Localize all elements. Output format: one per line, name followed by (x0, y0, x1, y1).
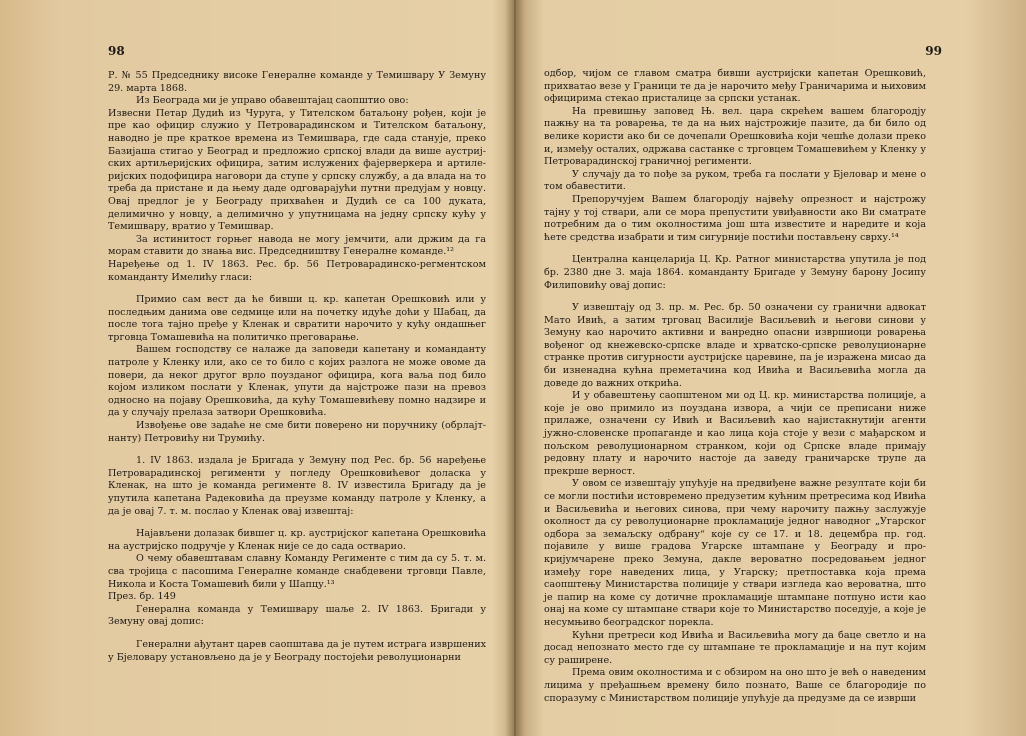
paragraph: Према овим околностима и с обзиром на оно што је већ о наведеним лицима у пређашњем времену било познато, Ваше се благородије по споразуму с Министарством полиције упућује да предузме да се изврши (544, 667, 926, 704)
right-page (514, 0, 1026, 736)
paragraph: У овом се извештају упућује на предвиђене важне резултате који би се могли постићи истовремено предузетим кућним претресима код Ивића и Васиљевића и његових синова, при чему нарочиту пажњу заслужује околност да су револуционарне прокламације једног наводног „Угарског одбора за земаљску одбрану“ које су се 17. и 18. децембра пр. год. појавиле у више градова Угарске штампане у Београду и про-кријумчарене преко Земуна, дакле вероватно посредовањем једног између горе наведених лица, у Угарску; претпоставка која према саопштењу Министарства полиције у ствари изгледа као вероватна, што је папир на коме су дотичне прокламације штампане потпуно исти као онај на коме су штампане ствари које то Министарство поседује, а које је несумњиво београдског порекла. (544, 478, 926, 628)
paragraph: Извесни Петар Дудић из Чуруга, у Тителском батаљону рођен, који је пре као официр служио у Петроварадинском и Тителском батаљону, наводно је пре краткое времена из Темишвара, где сада станује, преко Базијаша стигао у Београд и предложио српској влади да више аустриј-ских артиљеријских официра, затим ислужених фајерверкера и артиле-ријских подофицира наговори да ступе у српску службу, а да влада на то треба да пристане и да њему даде одговарајући путни предујам у новцу. Овај предлог је у Београду прихваћен и Дудић се са 100 дуката, делимично у новцу, а делимично у упутницама на једну српску кућу у Темишвару, вратио у Темишвар. (108, 107, 486, 233)
paragraph: Примио сам вест да ће бивши ц. кр. капетан Орешковић или у последњим данима ове седмице или на почетку идуће доћи у Шабац, да после тога тајно пређе у Кленак и свратити нарочито у кућу ондашњег трговца Томашевића на политичко преговарање. (108, 294, 486, 343)
paragraph: Р. № 55 Председнику високе Генералне команде у Темишвару У Земуну 29. марта 1868. (108, 70, 486, 94)
paragraph: Препоручујем Вашем благородју највећу опрезност и најстрожу тајну у тој ствари, али се мора препустити увиђавности ако Ви сматрате потребним да о тим околностима још шта известите и наредите и која ћете средства изабрати и тим сигурније постићи постављену сврху.¹⁴ (544, 193, 926, 243)
paragraph: Генерална команда у Темишвару шаље 2. IV 1863. Бригади у Земуну овај допис: (108, 603, 486, 628)
paragraph: Најављени долазак бившег ц. кр. аустријског капетана Орешковића на аустријско подручје у Кленак није се до сада остварио. (108, 528, 486, 552)
paragraph: И у обавештењу саопштеном ми од Ц. кр. министарства полиције, а које је ово примило из поуздана извора, а чији се преписани ниже прилаже, означени су Ивић и Васиљевић као најистакнутији агенти јужно-словенске пропаганде и као лица која стоје у вези с мађарском и пољском револуционарном странком, који од Српске владе примају редовну плату и нарочито настоје да заведу граничарске трупе да прекрше верност. (544, 390, 926, 477)
paragraph: За истинитост горњег навода не могу јемчити, али држим да га морам ставити до знања вис. Председништву Генералне команде.¹² (108, 233, 486, 258)
paragraph: Кућни претреси код Ивића и Васиљевића могу да баце светло и на досад непознато место где су штампане те прокламације и на пут којим су раширене. (544, 629, 926, 666)
paragraph: Вашем господству се налаже да заповеди капетану и команданту патроле у Кленку или, ако се то било с којих разлога не може овоме да повери, да неког другог врло поузданог официра, кога ваља под било којом изликом послати у Кленак, упути да најстроже пази на превоз односно на појаву Орешковића, да кућу Томашевићеву помно надзире и да у случају прелаза затвори Орешковића. (108, 344, 486, 419)
paragraph: През. бр. 149 (108, 591, 176, 603)
left-page-text (108, 70, 486, 664)
paragraph: Централна канцеларија Ц. Кр. Ратног министарства упутила је под бр. 2380 дне 3. маја 1864. команданту Бригаде у Земуну барону Јосипу Филиповићу овај допис: (544, 254, 926, 291)
paragraph: Извођење ове задаће не сме бити поверено ни поручнику (обрлајт-нанту) Петровићу ни Трумићу. (108, 420, 486, 444)
paragraph: У извештају од 3. пр. м. Рес. бр. 50 означени су гранични адвокат Мато Ивић, а затим трговац Василије Васиљевић и његови синови у Земуну као нарочито активни и ванредно опасни извршиоци роварења вођеног од кнежевско-српске владе и хрватско-српске револуционарне странке против сигурности аустријске царевине, па је изражена мисао да би изненадна кућна преметачина код Ивића и Васиљевића могла да доведе до важних открића. (544, 302, 926, 389)
right-page-text (544, 68, 926, 705)
paragraph: Генерални ађутант царев саопштава да је путем истрага извршених у Бјеловару установљено да је у Београду постојећи револуционарни (108, 638, 486, 663)
paragraph: О чему обавештавам славну Команду Регименте с тим да су 5. т. м. сва тројица с пасошима Генералне команде снабдевени трговци Павле, Никола и Коста Томашевић били у Шапцу.¹³ (108, 553, 486, 590)
paragraph: У случају да то пође за руком, треба га послати у Бјеловар и мене о том обавестити. (544, 168, 926, 193)
paragraph: Наређење од 1. IV 1863. Рес. бр. 56 Петроварадинско-регментском команданту Имелићу гласи: (108, 258, 486, 283)
page-number-left: 98 (108, 44, 125, 58)
page-number-right: 99 (925, 44, 942, 58)
paragraph: одбор, чијом се главом сматра бивши аустријски капетан Орешковић, прихватао везе у Граници те да је нарочито међу Граничарима и њиховим официрима стекао присталице за српски устанак. (544, 68, 926, 105)
paragraph: На превишњу заповед Њ. вел. цара скрећем вашем благородју пажњу на та роварења, те да на њих најстрожије пазите, да би било од велике користи ако би се дочепали Орешковића који чешће долази преко и, између осталих, одржава састанке с трговцем Томашевићем у Кленку у Петроварадинској граничној регименти. (544, 105, 926, 168)
paragraph: 1. IV 1863. издала је Бригада у Земуну под Рес. бр. 56 наређење Петроварадинској регименти у погледу Орешковићевог доласка у Кленак, на што је команда регименте 8. IV известила Бригаду да је упутила капетана Радековића да преузме команду патроле у Кленку, а да је овај 7. т. м. послао у Кленак овај извештај: (108, 455, 486, 517)
paragraph: Из Београда ми је управо обавештајац саопштио ово: (136, 95, 409, 107)
